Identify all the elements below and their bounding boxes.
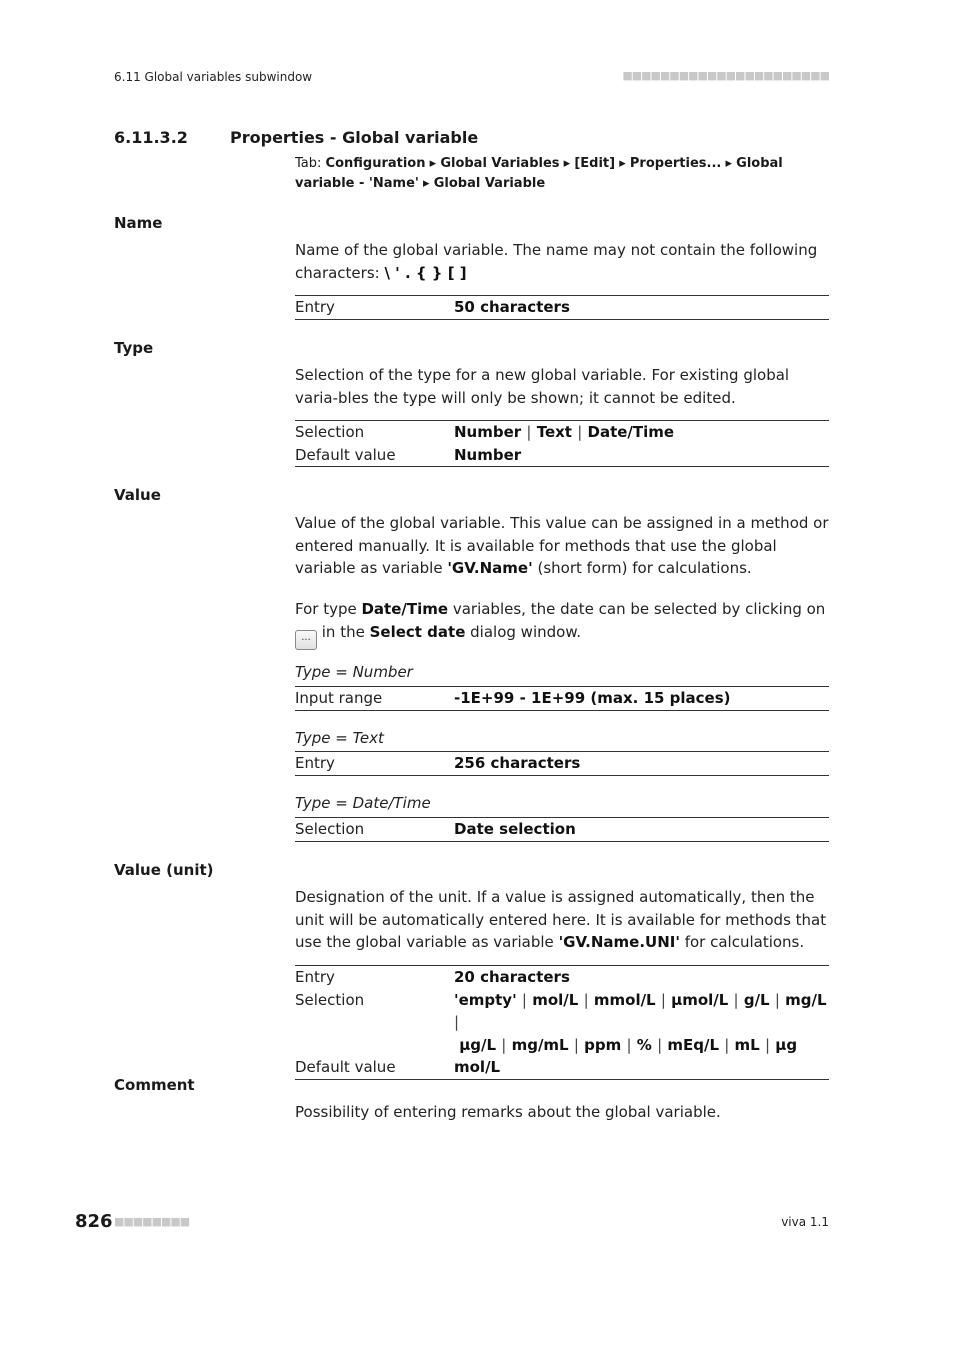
param-comment-description: Possibility of entering remarks about the global variable. — [295, 1103, 721, 1121]
table-row — [295, 989, 829, 1057]
option: mmol/L — [593, 990, 656, 1009]
option: 'empty' — [454, 990, 517, 1009]
page-number: 826 — [75, 1211, 113, 1232]
table-key: Default value — [295, 445, 396, 464]
param-type-heading: Type — [114, 339, 154, 357]
option: mEq/L — [667, 1035, 720, 1054]
table-value: Number — [454, 445, 522, 464]
option: µg — [775, 1035, 798, 1054]
desc-text: for calculations. — [679, 933, 805, 951]
table-row — [295, 752, 829, 775]
breadcrumb-prefix: Tab: — [295, 156, 326, 171]
arrow-icon: ▸ — [563, 156, 571, 171]
table-row — [295, 687, 829, 710]
desc-text: For type — [295, 600, 362, 618]
param-name-heading: Name — [114, 214, 163, 232]
table-key: Entry — [295, 754, 335, 772]
option: g/L — [743, 990, 770, 1009]
table-value: 20 characters — [454, 968, 570, 986]
breadcrumb-item: Configuration — [325, 156, 426, 171]
table-row — [295, 444, 829, 467]
option: Text — [536, 423, 572, 441]
param-type-description: Selection of the type for a new global variable. For existing global varia-bles the type will only be shown; it cannot be edited. — [295, 366, 790, 407]
table-value: 'empty' | mol/L | mmol/L | µmol/L | g/L | mg/L | µg/L | mg/mL | ppm | % | mEq/L | mL | µg — [454, 990, 827, 1054]
arrow-icon: ▸ — [429, 156, 437, 171]
param-value-description-2 — [295, 598, 829, 650]
table-key: Selection — [295, 423, 365, 441]
desc-text: Designation of the unit. If a value is assigned automatically, then the unit will be automatically entered here. It is available for methods that use the global variable as variable — [295, 888, 827, 951]
table-value: Number | Text | Date/Time — [454, 423, 675, 441]
breadcrumb-item: Global Variables — [440, 156, 560, 171]
option: % — [636, 1035, 652, 1054]
condition-label: Type = Text — [295, 729, 384, 747]
table-row — [295, 966, 829, 989]
desc-text: in the — [317, 622, 370, 641]
forbidden-chars: \ ' . { } [ ] — [384, 263, 467, 282]
breadcrumb-item: Global variable - 'Name' — [295, 156, 783, 191]
option: mL — [734, 1035, 760, 1054]
param-unit-heading: Value (unit) — [114, 861, 214, 879]
table-key: Entry — [295, 968, 335, 986]
table-key: Entry — [295, 298, 335, 316]
option: Number — [454, 423, 522, 441]
table-key: Input range — [295, 689, 383, 707]
running-header-title: 6.11 Global variables subwindow — [114, 70, 313, 84]
table-key: Default value — [295, 1058, 396, 1076]
desc-text: Name of the global variable. The name may not contain the following characters: — [295, 241, 818, 282]
type-name: Date/Time — [361, 600, 449, 618]
ellipsis-button-icon: ... — [295, 630, 317, 650]
desc-text: Value of the global variable. This value can be assigned in a method or entered manually. It is available for methods that use the global variable as variable — [295, 514, 829, 577]
unit-table — [295, 965, 829, 1080]
breadcrumb-item: Global Variable — [433, 176, 546, 191]
value-number-table — [295, 686, 829, 711]
param-unit-description — [295, 886, 829, 954]
option: Date/Time — [587, 423, 675, 441]
header-decor: ■■■■■■■■■■■■■■■■■■■■■■ — [622, 69, 829, 82]
arrow-icon: ▸ — [619, 156, 626, 171]
table-row — [295, 1056, 829, 1079]
option: mg/mL — [511, 1035, 569, 1054]
param-name-description — [295, 239, 829, 284]
product-name: viva 1.1 — [781, 1215, 829, 1229]
option: µmol/L — [671, 990, 729, 1009]
table-row — [295, 421, 829, 444]
param-value-heading: Value — [114, 486, 161, 504]
breadcrumb-item: [Edit] — [574, 156, 616, 171]
table-row — [295, 296, 829, 319]
arrow-icon: ▸ — [725, 156, 733, 171]
desc-text: variables, the date can be selected by clicking on — [448, 600, 826, 618]
table-value: -1E+99 - 1E+99 (max. 15 places) — [454, 689, 731, 707]
option: mg/L — [785, 990, 827, 1009]
table-row — [295, 818, 829, 841]
variable-name: 'GV.Name' — [447, 559, 533, 577]
type-table — [295, 420, 829, 467]
table-value: 50 characters — [454, 298, 570, 316]
section-title: Properties - Global variable — [230, 128, 479, 147]
condition-label: Type = Number — [295, 663, 413, 681]
table-value: Date selection — [454, 820, 576, 838]
desc-text: dialog window. — [465, 622, 581, 641]
breadcrumb-item: Properties... — [629, 156, 722, 171]
option: ppm — [584, 1035, 622, 1054]
name-table — [295, 295, 829, 320]
option: µg/L — [459, 1035, 497, 1054]
value-date-table — [295, 817, 829, 842]
desc-text: (short form) for calculations. — [532, 559, 752, 577]
breadcrumb — [295, 154, 829, 194]
option: mol/L — [532, 990, 579, 1009]
table-value: 256 characters — [454, 754, 581, 772]
table-value: mol/L — [454, 1058, 501, 1076]
section-number: 6.11.3.2 — [114, 128, 188, 147]
variable-name: 'GV.Name.UNI' — [558, 933, 680, 951]
table-key: Selection — [295, 990, 365, 1009]
condition-label: Type = Date/Time — [295, 794, 431, 812]
param-comment-heading: Comment — [114, 1076, 195, 1094]
footer-decor: ■■■■■■■■ — [114, 1215, 190, 1228]
param-value-description — [295, 512, 829, 580]
arrow-icon: ▸ — [423, 176, 430, 191]
dialog-name: Select date — [369, 622, 466, 641]
value-text-table — [295, 751, 829, 776]
table-key: Selection — [295, 820, 365, 838]
